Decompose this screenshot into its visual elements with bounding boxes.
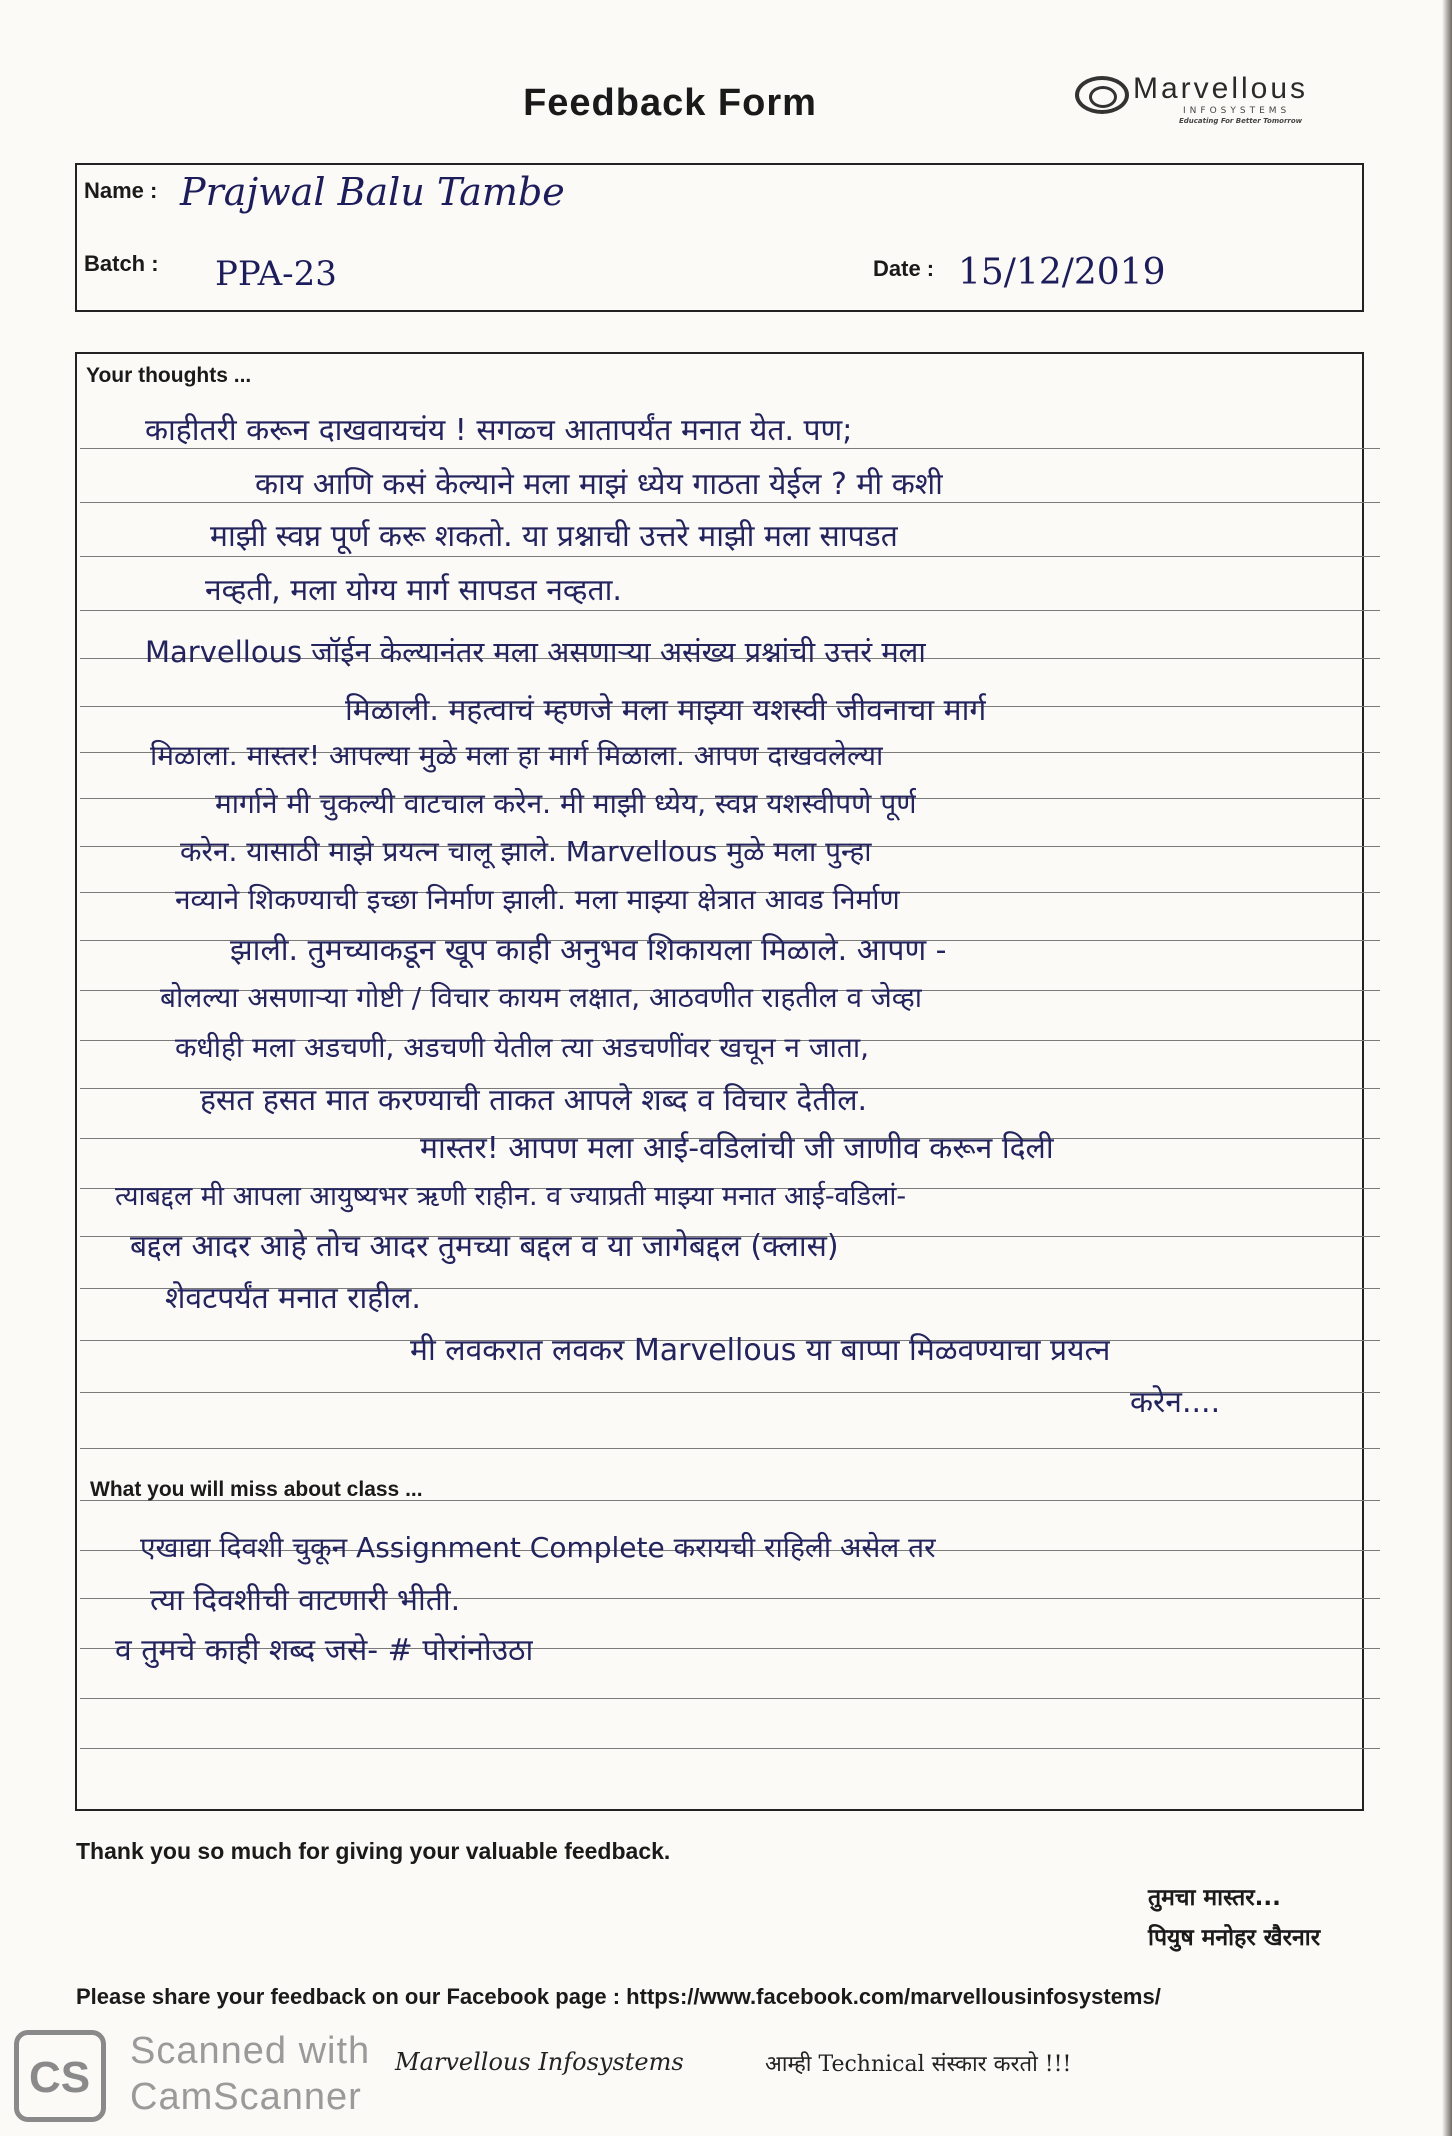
name-value: Prajwal Balu Tambe xyxy=(180,170,565,214)
page-edge xyxy=(1442,0,1452,2136)
thought-line: झाली. तुमच्याकडून खूप काही अनुभव शिकायला मिळाले. आपण - xyxy=(230,933,947,968)
thought-line: नव्हती, मला योग्य मार्ग सापडत नव्हता. xyxy=(205,573,622,608)
miss-line: व तुमचे काही शब्द जसे- # पोरांनोउठा xyxy=(115,1633,534,1668)
thought-line: करेन.... xyxy=(1130,1385,1221,1420)
thought-line: मी लवकरात लवकर Marvellous या बाप्पा मिळवण्याचा प्रयत्न xyxy=(410,1333,1111,1368)
thought-line: बोलल्या असणाऱ्या गोष्टी / विचार कायम लक्षात, आठवणीत राहतील व जेव्हा xyxy=(160,981,922,1014)
thought-line: शेवटपर्यंत मनात राहील. xyxy=(165,1281,421,1316)
thought-line: बद्दल आदर आहे तोच आदर तुमच्या बद्दल व या जागेबद्दल (क्लास) xyxy=(130,1229,839,1264)
thought-line: मिळाली. महत्वाचं म्हणजे मला माझ्या यशस्वी जीवनाचा मार्ग xyxy=(345,693,987,728)
thought-line: मास्तर! आपण मला आई-वडिलांची जी जाणीव करून दिली xyxy=(420,1131,1054,1166)
miss-line: त्या दिवशीची वाटणारी भीती. xyxy=(150,1583,461,1618)
signature-line-2: पियुष मनोहर खैरनार xyxy=(1148,1925,1321,1951)
thought-line: कधीही मला अडचणी, अडचणी येतील त्या अडचणींवर खचून न जाता, xyxy=(175,1031,869,1064)
camscanner-icon xyxy=(14,2030,106,2122)
footer-company: Marvellous Infosystems xyxy=(395,2048,684,2076)
signature-line-1: तुमचा मास्तर... xyxy=(1148,1885,1281,1911)
miss-label: What you will miss about class ... xyxy=(90,1478,423,1501)
thought-line: Marvellous जॉईन केल्यानंतर मला असणाऱ्या असंख्य प्रश्नांची उत्तरं मला xyxy=(145,635,926,669)
scanned-with-text: Scanned with xyxy=(130,2030,371,2072)
logo-tagline: Educating For Better Tomorrow xyxy=(1179,117,1303,125)
batch-label: Batch : xyxy=(84,251,159,276)
thought-line: करेन. यासाठी माझे प्रयत्न चालू झाले. Marvellous मुळे मला पुन्हा xyxy=(180,835,872,868)
thought-line: त्याबद्दल मी आपला आयुष्यभर ऋणी राहीन. व ज्याप्रती माझ्या मनात आई-वडिलां- xyxy=(115,1181,907,1212)
thought-line: काय आणि कसं केल्याने मला माझं ध्येय गाठता येईल ? मी कशी xyxy=(255,467,943,502)
thought-line: मिळाला. मास्तर! आपल्या मुळे मला हा मार्ग मिळाला. आपण दाखवलेल्या xyxy=(150,739,884,772)
thought-line: काहीतरी करून दाखवायचंय ! सगळ्च आतापर्यंत मनात येत. पण; xyxy=(145,413,853,448)
footer-motto: आम्ही Technical संस्कार करतो !!! xyxy=(765,2052,1072,2077)
logo-swirl-icon xyxy=(1075,76,1129,114)
camscanner-text: CamScanner xyxy=(130,2076,362,2118)
batch-value: PPA-23 xyxy=(215,254,337,294)
logo-sub: INFOSYSTEMS xyxy=(1183,106,1291,116)
miss-line: एखाद्या दिवशी चुकून Assignment Complete करायची राहिली असेल तर xyxy=(140,1531,936,1564)
thought-line: मार्गाने मी चुकल्यी वाटचाल करेन. मी माझी ध्येय, स्वप्न यशस्वीपणे पूर्ण xyxy=(215,787,917,820)
marvellous-logo xyxy=(1075,70,1405,128)
camscanner-icon-text: CS xyxy=(29,2053,91,2102)
facebook-note: Please share your feedback on our Facebook page : https://www.facebook.com/marvellousinfosystems/ xyxy=(76,1984,1161,2009)
date-label: Date : xyxy=(873,256,935,281)
date-value: 15/12/2019 xyxy=(958,252,1166,293)
thought-line: नव्याने शिकण्याची इच्छा निर्माण झाली. मला माझ्या क्षेत्रात आवड निर्माण xyxy=(175,883,900,916)
thoughts-label: Your thoughts ... xyxy=(86,364,252,387)
thought-line: माझी स्वप्न पूर्ण करू शकतो. या प्रश्नाची उत्तरे माझी मला सापडत xyxy=(210,519,898,554)
logo-name: Marvellous xyxy=(1133,72,1309,105)
form-title: Feedback Form xyxy=(523,82,817,124)
thought-line: हसत हसत मात करण्याची ताकत आपले शब्द व विचार देतील. xyxy=(200,1083,868,1118)
name-label: Name : xyxy=(84,178,158,203)
thanks-note: Thank you so much for giving your valuable feedback. xyxy=(76,1838,671,1864)
